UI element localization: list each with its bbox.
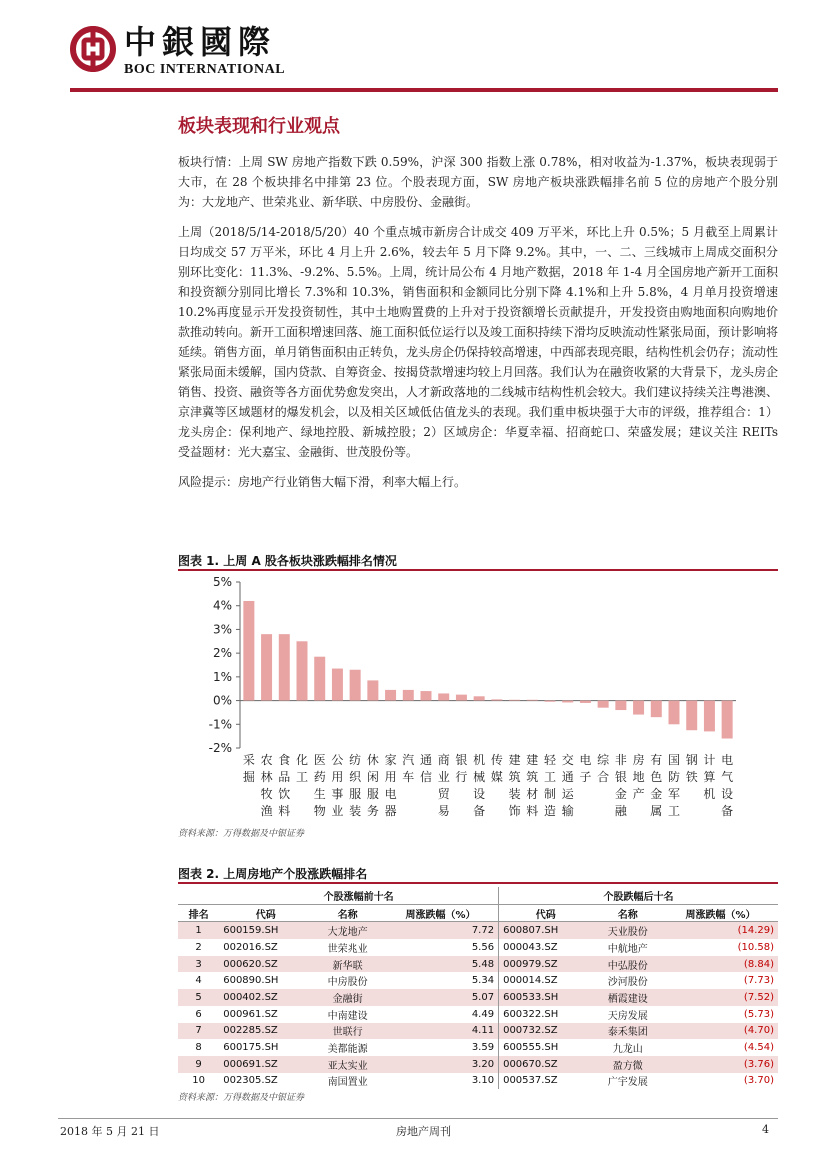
x-tick-label: 建	[508, 753, 521, 767]
col-change-bottom: 周涨跌幅（%）	[663, 904, 778, 922]
figure2-rule	[178, 882, 778, 884]
name-cell: 中南建设	[327, 1010, 368, 1022]
x-tick-label: 气	[721, 770, 734, 784]
x-tick-label: 牧	[260, 787, 273, 801]
bar-电子	[580, 701, 591, 703]
x-tick-label: 合	[597, 770, 610, 784]
col-code-bottom: 代码	[499, 904, 593, 922]
col-code-top: 代码	[219, 904, 312, 922]
change-cell: 4.11	[383, 1023, 499, 1040]
name-cell: 大龙地产	[312, 922, 383, 939]
figure1-source: 资料来源：万得数据及中银证券	[178, 829, 305, 839]
change-cell: (4.70)	[663, 1023, 778, 1040]
x-tick-label: 融	[614, 804, 627, 818]
x-tick-label: 银	[455, 753, 468, 767]
x-tick-label: 公	[331, 753, 344, 767]
code-cell: 600890.SH	[223, 975, 279, 987]
code-cell: 002016.SZ	[223, 941, 278, 953]
x-tick-label: 筑	[508, 770, 521, 784]
x-tick-label: 色	[650, 770, 663, 784]
bar-建筑装饰	[509, 700, 520, 701]
rank-cell: 6	[195, 1008, 202, 1020]
footer-date: 2018 年 5 月 21 日	[60, 1125, 160, 1138]
stock-ranking-table	[178, 887, 778, 1089]
name-cell: 世联行	[312, 1023, 383, 1040]
x-tick-label: 物	[313, 804, 326, 818]
footer-page-number: 4	[762, 1123, 769, 1136]
change-cell: (7.52)	[663, 989, 778, 1006]
change-cell: 4.49	[471, 1008, 495, 1020]
table-row	[178, 922, 778, 939]
bar-计算机	[704, 701, 715, 732]
table-row	[178, 939, 778, 956]
col-name-top: 名称	[312, 904, 383, 922]
name-cell: 天业股份	[592, 922, 663, 939]
bar-汽车	[403, 690, 414, 701]
x-tick-label: 备	[721, 804, 734, 818]
rank-cell: 4	[195, 975, 202, 987]
y-tick-label: 1%	[212, 669, 232, 684]
x-tick-label: 采	[242, 753, 255, 767]
name-cell: 栖霞建设	[592, 989, 663, 1006]
x-tick-label: 汽	[402, 753, 415, 767]
x-tick-label: 易	[437, 804, 450, 818]
rank-cell: 9	[178, 1056, 219, 1073]
x-tick-label: 林	[260, 770, 273, 784]
y-tick-label: 5%	[212, 575, 232, 589]
bar-农林牧渔	[261, 634, 272, 700]
bar-公用事业	[332, 669, 343, 701]
x-tick-label: 料	[526, 804, 539, 818]
bar-建筑材料	[527, 700, 538, 701]
x-tick-label: 农	[260, 753, 273, 767]
x-tick-label: 筑	[526, 770, 539, 784]
table-row	[178, 1073, 778, 1090]
bar-交通运输	[562, 701, 573, 703]
section-title: 板块表现和行业观点	[178, 116, 340, 137]
col-rank: 排名	[178, 904, 219, 922]
x-tick-label: 铁	[685, 770, 698, 784]
rank-cell: 3	[178, 956, 219, 973]
brand-name-cn: 中銀國際	[124, 23, 277, 61]
figure1-rule	[178, 569, 778, 571]
x-tick-label: 药	[313, 770, 326, 784]
sector-performance-chart	[178, 572, 778, 822]
change-cell: 5.56	[471, 941, 495, 953]
x-tick-label: 防	[667, 770, 681, 784]
x-tick-label: 产	[632, 787, 645, 801]
x-tick-label: 事	[331, 787, 344, 801]
code-cell: 600175.SH	[223, 1042, 279, 1054]
paragraph-risk: 风险提示：房地产行业销售大幅下滑，利率大幅上行。	[178, 475, 467, 489]
x-tick-label: 制	[543, 787, 557, 801]
bar-银行	[456, 695, 467, 701]
bar-医药生物	[314, 657, 325, 701]
change-cell: (8.84)	[663, 956, 778, 973]
name-cell: 金融街	[312, 989, 383, 1006]
group-bottom-header: 个股跌幅后十名	[499, 887, 778, 904]
name-cell: 南国置业	[327, 1077, 368, 1089]
y-tick-label: 2%	[212, 646, 232, 661]
x-tick-label: 器	[384, 804, 397, 818]
x-tick-label: 运	[561, 787, 574, 801]
bar-机械设备	[474, 696, 485, 700]
code-cell: 000537.SZ	[499, 1073, 593, 1090]
x-tick-label: 电	[384, 787, 397, 801]
bar-国防军工	[669, 701, 680, 725]
code-cell: 600807.SH	[499, 922, 593, 939]
x-tick-label: 服	[366, 787, 379, 801]
x-tick-label: 房	[632, 753, 645, 767]
change-cell: 5.34	[471, 975, 495, 987]
x-tick-label: 休	[366, 753, 379, 767]
x-tick-label: 行	[455, 770, 468, 784]
x-tick-label: 电	[579, 753, 592, 767]
x-tick-label: 装	[349, 804, 362, 818]
bar-钢铁	[686, 701, 697, 731]
code-cell: 000670.SZ	[499, 1056, 593, 1073]
x-tick-label: 化	[295, 753, 309, 767]
x-tick-label: 非	[614, 753, 627, 767]
x-tick-label: 媒	[490, 770, 503, 784]
change-cell: (3.70)	[743, 1075, 774, 1087]
bar-通信	[421, 691, 432, 700]
change-cell: (4.54)	[743, 1042, 774, 1054]
x-tick-label: 医	[313, 753, 326, 767]
change-cell: 5.48	[383, 956, 499, 973]
group-top-header: 个股涨幅前十名	[219, 887, 498, 904]
rank-cell: 10	[192, 1075, 205, 1087]
bar-综合	[598, 701, 609, 708]
name-cell: 亚太实业	[312, 1056, 383, 1073]
bar-商业贸易	[438, 693, 449, 700]
x-tick-label: 传	[490, 753, 503, 767]
code-cell: 002305.SZ	[223, 1075, 278, 1087]
figure2-title: 图表 2. 上周房地产个股涨跌幅排名	[178, 867, 368, 881]
change-cell: (14.29)	[663, 922, 778, 939]
x-tick-label: 掘	[242, 770, 255, 784]
x-tick-label: 料	[278, 804, 291, 818]
x-tick-label: 渔	[260, 804, 273, 818]
x-tick-label: 纺	[349, 753, 362, 767]
x-tick-label: 属	[650, 804, 663, 818]
col-name-bottom: 名称	[592, 904, 663, 922]
code-cell: 000620.SZ	[219, 956, 312, 973]
x-tick-label: 工	[543, 770, 557, 784]
x-tick-label: 用	[384, 770, 397, 784]
y-tick-label: 0%	[212, 693, 232, 708]
x-tick-label: 通	[419, 753, 433, 767]
x-tick-label: 轻	[543, 753, 557, 767]
bar-食品饮料	[279, 634, 290, 700]
bar-电气设备	[722, 701, 733, 739]
x-tick-label: 工	[667, 804, 681, 818]
table-row	[178, 989, 778, 1006]
x-tick-label: 机	[473, 753, 486, 767]
x-tick-label: 国	[667, 753, 681, 767]
name-cell: 盈方微	[592, 1056, 663, 1073]
code-cell: 600322.SH	[499, 1006, 593, 1023]
x-tick-label: 商	[437, 753, 450, 767]
x-tick-label: 军	[667, 787, 681, 801]
x-tick-label: 交	[561, 753, 574, 767]
rank-cell: 2	[195, 941, 202, 953]
table-row	[178, 1039, 778, 1056]
change-cell: (3.76)	[663, 1056, 778, 1073]
x-tick-label: 务	[366, 804, 379, 818]
code-cell: 000402.SZ	[219, 989, 312, 1006]
code-cell: 000732.SZ	[499, 1023, 593, 1040]
name-cell: 广宇发展	[607, 1077, 648, 1089]
rank-cell: 1	[178, 922, 219, 939]
x-tick-label: 钢	[685, 753, 698, 767]
name-cell: 世荣兆业	[327, 943, 368, 955]
name-cell: 沙河股份	[607, 977, 648, 989]
x-tick-label: 备	[473, 804, 486, 818]
x-tick-label: 有	[650, 753, 663, 767]
x-tick-label: 用	[331, 770, 344, 784]
name-cell: 中房股份	[327, 977, 368, 989]
body-text	[178, 152, 778, 502]
x-tick-label: 饰	[508, 804, 521, 818]
change-cell: (5.73)	[743, 1008, 774, 1020]
code-cell: 000979.SZ	[499, 956, 593, 973]
code-cell: 600555.SH	[499, 1039, 593, 1056]
boc-logo-icon	[70, 26, 116, 72]
x-tick-label: 设	[473, 787, 486, 801]
y-tick-label: -2%	[208, 741, 232, 755]
x-tick-label: 机	[703, 787, 716, 801]
x-tick-label: 械	[473, 770, 486, 784]
name-cell: 中弘股份	[592, 956, 663, 973]
rank-cell: 7	[178, 1023, 219, 1040]
change-cell: (10.58)	[737, 941, 774, 953]
bar-采掘	[243, 601, 254, 701]
x-tick-label: 车	[402, 770, 415, 784]
x-tick-label: 子	[579, 770, 592, 784]
table-row	[178, 972, 778, 989]
figure2-source: 资料来源：万得数据及中银证券	[178, 1093, 305, 1103]
col-change-top: 周涨跌幅（%）	[383, 904, 499, 922]
x-tick-label: 织	[349, 770, 362, 784]
x-tick-label: 材	[526, 787, 539, 801]
x-tick-label: 生	[313, 787, 326, 801]
name-cell: 泰禾集团	[592, 1023, 663, 1040]
name-cell: 美都能源	[327, 1044, 368, 1056]
x-tick-label: 电	[721, 753, 734, 767]
x-tick-label: 食	[278, 753, 291, 767]
footer-divider	[58, 1118, 778, 1119]
bar-化工	[297, 641, 308, 700]
x-tick-label: 家	[384, 753, 397, 767]
x-tick-label: 造	[543, 804, 557, 818]
change-cell: 7.72	[383, 922, 499, 939]
rank-cell: 8	[195, 1042, 202, 1054]
code-cell: 000961.SZ	[223, 1008, 278, 1020]
paragraph-analysis: 上周（2018/5/14-2018/5/20）40 个重点城市新房合计成交 409 万平米，环比上升 0.5%；5 月截至上周累计日均成交 57 万平米，环比 4 月上升 2.6%，较去年 5 月下降 9.2%。其中，一、二、三线城市上周成交面积分别环比变化：11.3%、-9.2%、5.5%。上周，统计局公布 4 月地产数据，2018 年 1-4 月全国房地产新开工面积和投资额分别同比增长 7.3%和 10.3%，销售面积和金额同比分别下降 4.1%和上升 5.8%，4 月单月投资增速 10.2%再度显示开发投资韧性，其中土地购置费的上升对于投资额增长贡献提升，开发投资由购地面积向购地价款推动转向。新开工面积增速回落、施工面积低位运行以及竣工面积持续下滑均反映流动性紧张局面，预计影响将延续。销售方面，单月销售面积由正转负，龙头房企仍保持较高增速，中西部表现亮眼，结构性机会仍存；流动性紧张局面未缓解，国内贷款、自筹资金、按揭贷款增速均较上月回落。我们认为在融资收紧的大背景下，龙头房企销售、投资、融资等各方面优势愈发突出，人才新政落地的二线城市结构性机会较大。我们建议持续关注粤港澳、京津冀等区域题材的爆发机会，以及相关区域低估值龙头的表现。我们重申板块强于大市的评级，推荐组合：1）龙头房企：保利地产、绿地控股、新城控股；2）区域房企：华夏幸福、招商蛇口、荣盛发展；建议关注 REITs 受益题材：光大嘉宝、金融街、世茂股份等。	[178, 225, 779, 459]
x-tick-label: 通	[561, 770, 574, 784]
y-tick-label: 4%	[212, 598, 232, 613]
table-row	[178, 1023, 778, 1040]
x-tick-label: 金	[650, 787, 663, 801]
x-tick-label: 综	[597, 753, 610, 767]
bar-传媒	[491, 699, 502, 700]
header-divider	[70, 88, 778, 92]
x-tick-label: 业	[331, 804, 344, 818]
brand-name-en: BOC INTERNATIONAL	[124, 62, 286, 77]
bar-休闲服务	[367, 680, 378, 700]
x-tick-label: 工	[295, 770, 309, 784]
change-cell: 5.07	[383, 989, 499, 1006]
name-cell: 新华联	[312, 956, 383, 973]
paragraph-market: 板块行情：上周 SW 房地产指数下跌 0.59%，沪深 300 指数上涨 0.78%，相对收益为-1.37%，板块表现弱于大市，在 28 个板块排名中排第 23 位。个股表现方面，SW 房地产板块涨跌幅排名前 5 位的房地产个股分别为：大龙地产、世荣兆业、新华联、中房股份、金融街。	[178, 155, 778, 209]
table-row	[178, 956, 778, 973]
name-cell: 中航地产	[607, 943, 648, 955]
code-cell: 002285.SZ	[219, 1023, 312, 1040]
name-cell: 九龙山	[612, 1044, 643, 1056]
x-tick-label: 信	[419, 770, 433, 784]
x-tick-label: 装	[508, 787, 521, 801]
y-tick-label: -1%	[208, 717, 232, 732]
x-tick-label: 地	[632, 770, 645, 784]
x-tick-label: 业	[437, 770, 450, 784]
table-row	[178, 1056, 778, 1073]
x-tick-label: 银	[614, 770, 627, 784]
code-cell: 000043.SZ	[499, 939, 593, 956]
name-cell: 天房发展	[607, 1010, 648, 1022]
figure1-title: 图表 1. 上周 A 股各板块涨跌幅排名情况	[178, 554, 397, 568]
bar-有色金属	[651, 701, 662, 718]
bar-轻工制造	[545, 701, 556, 702]
code-cell: 000691.SZ	[219, 1056, 312, 1073]
x-tick-label: 设	[721, 787, 734, 801]
rank-cell: 5	[178, 989, 219, 1006]
change-cell: 3.20	[383, 1056, 499, 1073]
change-cell: 3.59	[471, 1042, 495, 1054]
x-tick-label: 输	[561, 804, 574, 818]
x-tick-label: 服	[349, 787, 362, 801]
bar-纺织服装	[350, 670, 361, 701]
x-tick-label: 品	[278, 770, 291, 784]
code-cell: 600533.SH	[499, 989, 593, 1006]
x-tick-label: 建	[526, 753, 539, 767]
x-tick-label: 闲	[366, 770, 379, 784]
code-cell: 600159.SH	[219, 922, 312, 939]
code-cell: 000014.SZ	[499, 972, 593, 989]
change-cell: 3.10	[471, 1075, 495, 1087]
x-tick-label: 计	[703, 753, 716, 767]
table-row	[178, 1006, 778, 1023]
bar-非银金融	[615, 701, 626, 710]
x-tick-label: 饮	[278, 787, 291, 801]
footer-publication: 房地产周刊	[396, 1125, 451, 1138]
x-tick-label: 金	[614, 787, 627, 801]
change-cell: (7.73)	[743, 975, 774, 987]
boc-logo	[70, 22, 310, 84]
bar-房地产	[633, 701, 644, 715]
x-tick-label: 算	[703, 770, 716, 784]
bar-家用电器	[385, 690, 396, 701]
x-tick-label: 贸	[437, 787, 450, 801]
y-tick-label: 3%	[212, 622, 232, 637]
